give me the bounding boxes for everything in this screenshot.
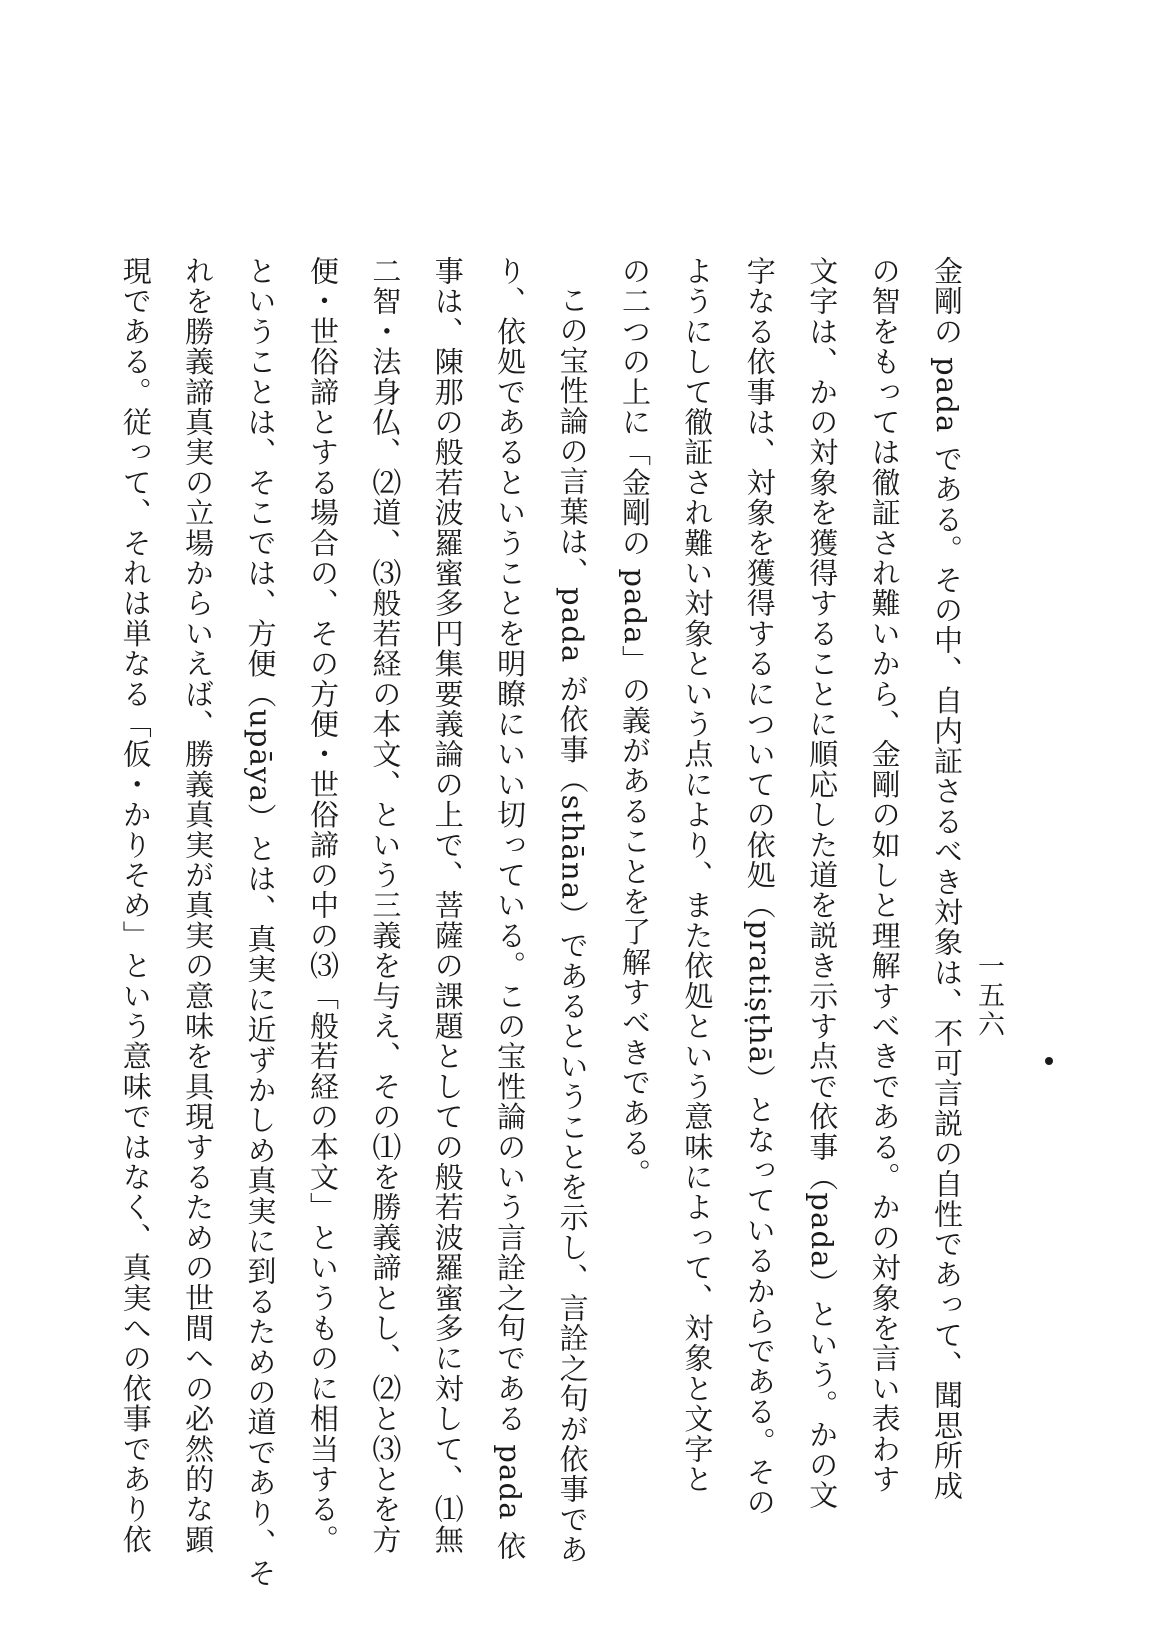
text-column-5: ようにして徹証され難い対象という点により、また依処という意味によって、対象と文字と <box>680 256 715 1495</box>
text-column-13: れを勝義諦真実の立場からいえば、勝義真実が真実の意味を具現するための世間への必然的な顕 <box>181 256 216 1555</box>
ink-dot <box>1045 1057 1053 1065</box>
text-column-4: 字なる依事は、対象を獲得するについての依処（pratiṣṭhā）となっているからである。その <box>742 256 777 1518</box>
text-column-3: 文字は、かの対象を獲得することに順応した道を説き示す点で依事（pada）という。かの文 <box>805 256 840 1511</box>
text-column-10: 二智・法身仏、⑵道、⑶般若経の本文、という三義を与え、その⑴を勝義諦とし、⑵と⑶とを方 <box>368 256 403 1555</box>
page-number: 一五六 <box>973 952 1004 1039</box>
body-text <box>104 256 978 1589</box>
text-column-11: 便・世俗諦とする場合の、その方便・世俗諦の中の⑶「般若経の本文」というものに相当する。 <box>305 256 340 1555</box>
text-column-2: の智をもっては徹証され難いから、金剛の如しと理解すべきである。かの対象を言い表わす <box>867 256 902 1495</box>
text-column-1: 金剛の pada である。その中、自内証さるべき対象は、不可言説の自性であって、聞思所成 <box>930 256 964 1501</box>
text-column-14: 現である。従って、それは単なる「仮・かりそめ」という意味ではなく、真実への依事であり依 <box>118 256 153 1555</box>
text-column-6: の二つの上に「金剛の pada」の義があることを了解すべきである。 <box>617 256 652 1189</box>
text-column-8: り、依処であるということを明瞭にいい切っている。この宝性論のいう言詮之句である pada 依 <box>493 256 528 1562</box>
text-column-9: 事は、陳那の般若波羅蜜多円集要義論の上で、菩薩の課題としての般若波羅蜜多に対して、⑴無 <box>430 256 465 1555</box>
text-column-12: ということは、そこでは、方便（upāya）とは、真実に近ずかしめ真実に到るための道であり、そ <box>243 256 278 1589</box>
text-column-7: この宝性論の言葉は、pada が依事（sthāna）であるということを示し、言詮之句が依事であ <box>555 285 590 1565</box>
